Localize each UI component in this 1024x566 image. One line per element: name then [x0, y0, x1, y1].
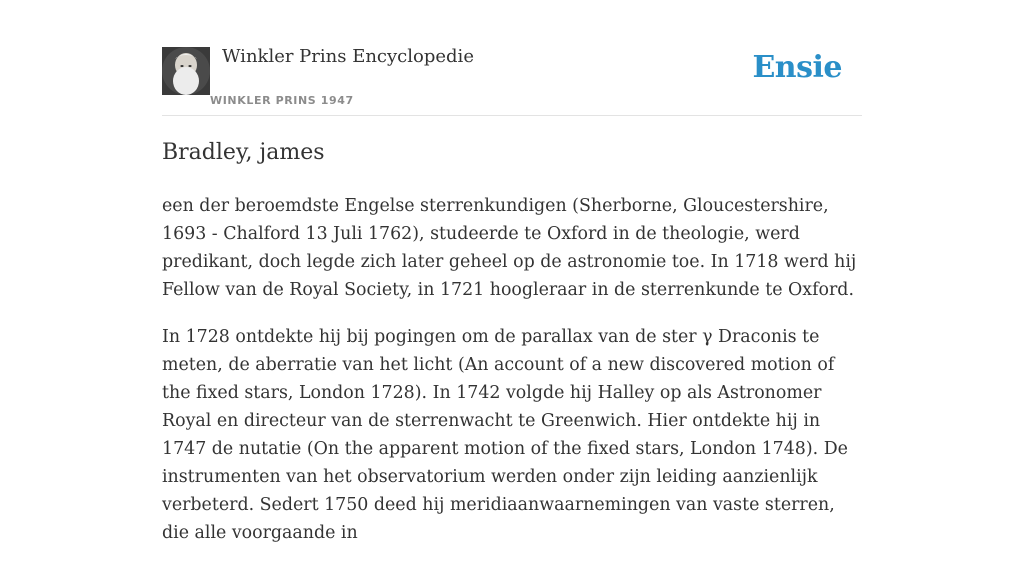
article-body [162, 192, 862, 566]
bearded-portrait-icon [162, 47, 210, 95]
brand-logo[interactable]: Ensie [752, 50, 842, 85]
article-paragraph: een der beroemdste Engelse sterrenkundigen (Sherborne, Gloucestershire, 1693 - Chalford 13 Juli 1762), studeerde te Oxford in de theologie, werd predikant, doch legde zich later geheel op de astronomie toe. In 1718 werd hij Fellow van de Royal Society, in 1721 hoogleraar in de sterrenkunde te Oxford. [162, 196, 857, 300]
author-avatar[interactable] [162, 47, 210, 95]
site-subtitle[interactable]: WINKLER PRINS 1947 [210, 94, 354, 107]
article-title: Bradley, james [162, 140, 325, 165]
site-title[interactable]: Winkler Prins Encyclopedie [222, 46, 474, 67]
article-paragraph: In 1728 ontdekte hij bij pogingen om de parallax van de ster γ Draconis te meten, de aberratie van het licht (An account of a new discovered motion of the fixed stars, London 1728). In 1742 volgde hij Halley op als Astronomer Royal en directeur van de sterrenwacht te Greenwich. Hier ontdekte hij in 1747 de nutatie (On the apparent motion of the fixed stars, London 1748). De instrumenten van het observatorium werden onder zijn leiding aanzienlijk verbeterd. Sedert 1750 deed hij meridiaanwaarnemingen van vaste sterren, die alle voorgaande in [162, 327, 848, 543]
site-header [162, 0, 862, 116]
page-container [162, 0, 862, 543]
